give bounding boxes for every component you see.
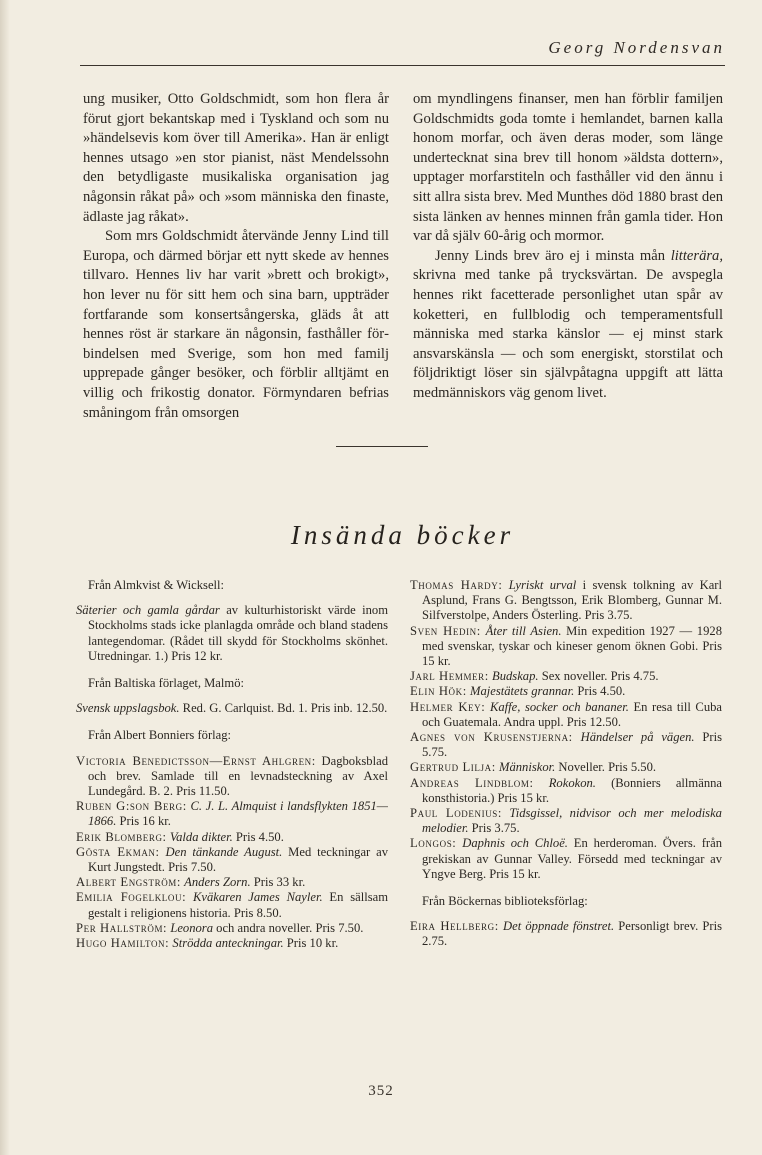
book-title: Säterier och gamla gårdar [76,603,220,618]
book-details: En herderoman. Övers. från grekiskan av Gunnar Valley. Försedd med teckningar av Yngve Berg. Pris 15 kr. [422,836,723,881]
book-title: Människor. [498,760,556,775]
body-italic-text: litterära, [670,247,723,264]
book-details: Pris 5.75. [422,730,722,760]
book-author: Elin Hök: [410,684,467,699]
book-details: (Bonniers allmänna konsthistoria.) Pris 15 kr. [422,775,723,805]
book-entry [76,890,388,920]
book-author: Albert Engström: [76,875,181,890]
book-entry [76,936,388,951]
book-title: Budskap. [492,669,539,684]
body-paragraph: ung musiker, Otto Goldschmidt, som hon flera år förut gjort bekantskap med i Tyskland och som nu »händelsevis kom över till Amerika». Han är enligt hennes utsago »en stor pianist, näst Mendelssohn den betydligaste musikaliska organisation jag någonsin råkat på» och »som människa den finaste, ädlaste jag råkat». [83,91,389,225]
book-details: Pris 33 kr. [250,875,306,890]
book-details: En sällsam gestalt i religionens historia. Pris 8.50. [88,890,388,920]
book-entry [410,669,722,684]
book-details: Pris 4.50. [574,684,626,699]
book-details: Personligt brev. Pris 2.75. [422,919,722,949]
book-author: Gertrud Lilja: [410,760,496,775]
book-details: och andra noveller. Pris 7.50. [213,920,364,935]
book-entry [76,921,388,936]
book-title: Daphnis och Chloë. [462,836,568,851]
book-entry [76,754,388,800]
book-author: Andreas Lindblom: [410,775,534,790]
book-title: Kaffe, socker och bananer. [489,699,629,714]
publisher-heading: Från Albert Bonniers förlag: [88,728,232,743]
book-entry [76,845,388,875]
book-details: i svensk tolkning av Karl Asplund, Frans G. Bengtsson, Erik Blomberg, Gunnar M. Silfverstolpe, Anders Österling. Pris 3.75. [422,578,722,623]
book-title: Kväkaren James Nayler. [193,890,323,905]
book-details: Pris 10 kr. [283,936,339,951]
book-entry [410,730,722,760]
book-author: Emilia Fogelklou: [76,890,187,905]
body-paragraph [413,247,723,404]
book-title: Åter till Asien. [485,623,562,638]
book-details: Pris 16 kr. [116,814,171,829]
book-entry [76,701,388,716]
books-column-left [76,578,388,963]
body-paragraph: Som mrs Goldschmidt återvände Jenny Lind till Europa, och därmed börjar ett nytt skede av hennes tillvaro. Hennes liv har varit »brett och brokigt», hon lever nu för sitt hem och sina barn, uppträder fortfarande som konsertsångerska, gläds åt att hennes röst är starkare än någonsin, fasthåller förbindelsen med Sverige, som hon med familj upprepade gånger besöker, och förblir alltjämt en villig och frikostig donator. Förmyndaren befrias småningom från omsorgen [83,228,389,421]
book-author: Thomas Hardy: [410,578,503,592]
book-entry [410,919,722,949]
section-title: Insända böcker [290,520,515,550]
book-entry [410,836,722,882]
book-author: Gösta Ekman: [76,844,160,859]
book-details: Min expedition 1927 — 1928 med svenskar, tyskar och kineser genom öknen Gobi. Pris 15 kr. [422,623,722,669]
books-column-right [410,578,722,962]
book-author: Per Hallström: [76,920,168,935]
book-title: Anders Zorn. [184,875,251,890]
publisher-heading: Från Almkvist & Wicksell: [88,578,225,592]
book-entry [76,799,388,829]
book-details: En resa till Cuba och Guatemala. Andra uppl. Pris 12.50. [422,699,722,729]
book-author: Longos: [410,836,457,851]
book-author: Victoria Benedictsson—Ernst Ahlgren: [76,753,316,768]
book-author: Erik Blomberg: [76,829,167,844]
book-title: Tidsgissel, nidvisor och mer melodiska melodier. [422,806,722,836]
book-details: Noveller. Pris 5.50. [555,760,657,775]
body-column-left [83,90,389,423]
book-title: Rokokon. [548,775,596,790]
page-edge-shadow [0,0,10,1155]
book-title: Leonora [170,920,213,935]
book-author: Eira Hellberg: [410,919,499,934]
book-entry [76,875,388,890]
book-title: Händelser på vägen. [580,730,695,745]
book-author: Agnes von Krusenstjerna: [410,730,573,745]
book-entry [410,684,722,699]
body-text: Jenny Linds brev äro ej i minsta mån [435,247,671,264]
book-author: Hugo Hamilton: [76,936,170,951]
body-column-right [413,90,723,404]
book-entry [410,776,722,806]
book-title: Strödda anteckningar. [172,936,284,951]
book-entry [410,760,722,775]
publisher-heading: Från Böckernas biblioteksförlag: [422,894,588,909]
book-details: Red. G. Carlquist. Bd. 1. Pris inb. 12.50. [179,701,388,716]
book-title: Svensk uppslagsbok. [76,701,180,716]
book-author: Ruben G:son Berg: [76,799,187,814]
running-head: Georg Nordensvan [548,38,725,57]
book-details: Sex noveller. Pris 4.75. [538,669,659,684]
book-author: Jarl Hemmer: [410,669,489,684]
book-author: Sven Hedin: [410,623,481,638]
book-title: Det öppnade fönstret. [503,919,615,934]
book-entry [410,700,722,730]
section-divider [336,446,428,447]
book-details: Pris 3.75. [468,821,520,836]
body-text: skrivna med tanke på trycksvärtan. De avspegla hennes rikt facetterade personlighet utan spår av koketteri, en fullblodig och temperamentsfull människa med starka känslor — ej minst stark ansvarskänsla — och som energiskt, storstilat och följdriktigt löser sin självpåtagna uppgift att lätta medmänniskors väg genom livet. [413,267,723,401]
book-title: Lyriskt urval [508,578,577,592]
book-details: av kulturhistoriskt värde inom Stockholms stads icke planlagda område och bland stadens lantegendomar. (Rådet till skydd för Stockholms skönhet. Utredningar. 1.) Pris 12 kr. [88,603,388,663]
page-number: 352 [368,1083,394,1099]
book-details: Pris 4.50. [232,829,284,844]
book-title: Majestätets grannar. [469,684,575,699]
book-author: Helmer Key: [410,699,486,714]
publisher-heading: Från Baltiska förlaget, Malmö: [88,676,244,691]
book-entry [410,624,722,670]
book-title: C. J. L. Almquist i landsflykten 1851—1866. [88,799,388,829]
book-entry [76,603,388,664]
book-details: Dagboksblad och brev. Samlade till en levnadsteckning av Axel Lundegård. B. 2. Pris 11.50. [88,753,388,799]
book-title: Den tänkande August. [165,844,283,859]
book-entry [410,806,722,836]
book-details: Med teckningar av Kurt Jungstedt. Pris 7.50. [88,844,388,875]
body-paragraph: om myndlingens finanser, men han förblir familjen Goldschmidts goda tomte i hemlandet, barnen kalla honom morfar, och även deras moder, som länge undertecknat sina brev till honom »äldsta dottern», upptager morfarstiteln och fasthåller vid den ännu i sitt allra sista brev. Med Munthes död 1880 brast den sista länken av hennes minnen från gamla tider. Hon var då själv 60-årig och mormor. [413,91,723,245]
book-entry [410,578,722,624]
book-title: Valda dikter. [169,829,233,844]
header-rule [80,65,725,66]
book-entry [76,830,388,845]
book-author: Paul Lodenius: [410,806,502,821]
